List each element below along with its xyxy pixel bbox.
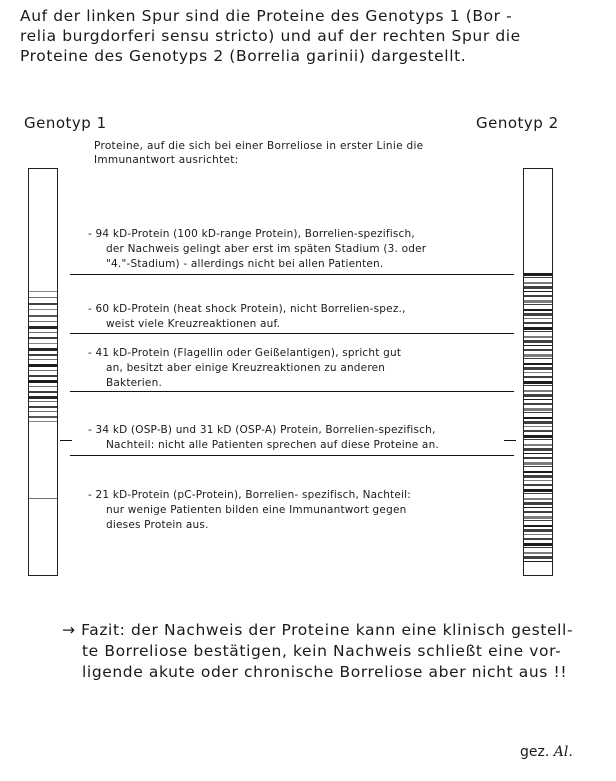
protein-41kd (88, 346, 401, 391)
gel-band (524, 327, 552, 330)
gel-band (524, 336, 552, 338)
gel-band (524, 394, 552, 397)
lane-label-genotype-1: Genotyp 1 (24, 114, 107, 132)
gel-band (29, 343, 57, 344)
protein-34kd-31kd (88, 423, 439, 453)
protein-line: nur wenige Patienten bilden eine Immunantwort gegen (106, 504, 407, 516)
gel-band (29, 391, 57, 393)
gel-band (29, 297, 57, 298)
gel-band (524, 403, 552, 405)
gel-band (524, 489, 552, 492)
gel-band (524, 471, 552, 473)
gel-band (524, 484, 552, 486)
gel-band (524, 381, 552, 384)
intro-paragraph (20, 6, 600, 66)
gel-band (29, 332, 57, 333)
gel-band (29, 401, 57, 402)
gel-band (29, 364, 57, 367)
gel-lane-genotype-1 (28, 168, 58, 576)
conclusion (62, 620, 573, 683)
gel-band (29, 411, 57, 412)
gel-band (524, 507, 552, 508)
protein-line: weist viele Kreuzreaktionen auf. (106, 318, 281, 330)
gel-band (524, 412, 552, 413)
signature-initials: Al. (553, 744, 573, 760)
gel-band (524, 390, 552, 392)
gel-band (524, 430, 552, 432)
protein-94kd (88, 227, 426, 272)
protein-line: an, besitzt aber einige Kreuzreaktionen zu anderen (106, 362, 386, 374)
lead-line: Immunantwort ausrichtet: (94, 154, 239, 166)
intro-line: Auf der linken Spur sind die Proteine des Genotyps 1 (Bor - (20, 7, 513, 25)
protein-line: - 34 kD (OSP-B) und 31 kD (OSP-A) Protein, Borrelien-spezifisch, (88, 424, 436, 436)
gel-band (524, 318, 552, 319)
gel-band (524, 466, 552, 467)
gel-band (524, 286, 552, 289)
gel-band (29, 309, 57, 310)
gel-band (524, 277, 552, 278)
gel-band (524, 309, 552, 311)
gel-band (524, 300, 552, 303)
gel-band (524, 435, 552, 438)
gel-band (29, 498, 57, 499)
gel-band (29, 326, 57, 329)
separator-line (70, 274, 514, 275)
lead-text (94, 139, 423, 167)
protein-line: - 94 kD-Protein (100 kD-range Protein), Borrelien-spezifisch, (88, 228, 415, 240)
gel-band (524, 493, 552, 494)
gel-band (524, 372, 552, 373)
gel-band (524, 426, 552, 427)
intro-line: relia burgdorferi sensu stricto) und auf der rechten Spur die (20, 27, 521, 45)
gel-band (524, 525, 552, 527)
gel-band (29, 291, 57, 292)
gel-band (524, 520, 552, 521)
gel-band (29, 348, 57, 351)
signature-label: gez. (520, 744, 550, 760)
marker-tick (60, 440, 72, 441)
gel-band (524, 475, 552, 478)
gel-band (524, 538, 552, 540)
gel-band (524, 417, 552, 419)
marker-tick (504, 440, 516, 441)
conclusion-line: ligende akute oder chronische Borreliose aber nicht aus !! (82, 663, 568, 681)
gel-band (524, 561, 552, 562)
gel-band (524, 421, 552, 424)
gel-band (29, 375, 57, 377)
gel-band (29, 359, 57, 360)
gel-band (29, 337, 57, 339)
gel-band (29, 396, 57, 399)
gel-band (524, 439, 552, 440)
protein-line: "4."-Stadium) - allerdings nicht bei allen Patienten. (106, 258, 384, 270)
gel-band (29, 386, 57, 387)
gel-band (524, 457, 552, 459)
gel-band (524, 552, 552, 554)
intro-line: Proteine des Genotyps 2 (Borrelia garinii) dargestellt. (20, 47, 467, 65)
separator-line (70, 391, 514, 392)
protein-line: - 21 kD-Protein (pC-Protein), Borrelien- spezifisch, Nachteil: (88, 489, 412, 501)
gel-band (524, 448, 552, 451)
gel-band (524, 556, 552, 559)
gel-band (524, 399, 552, 400)
gel-band (524, 358, 552, 359)
gel-band (29, 321, 57, 322)
gel-band (524, 295, 552, 297)
gel-band (524, 444, 552, 446)
gel-band (524, 529, 552, 532)
protein-21kd (88, 488, 411, 533)
gel-band (524, 331, 552, 332)
gel-band (524, 543, 552, 546)
separator-line (70, 333, 514, 334)
protein-line: der Nachweis gelingt aber erst im späten Stadium (3. oder (106, 243, 427, 255)
gel-band (524, 480, 552, 481)
protein-line: - 41 kD-Protein (Flagellin oder Geißelantigen), spricht gut (88, 347, 402, 359)
gel-band (29, 315, 57, 317)
protein-line: Nachteil: nicht alle Patienten sprechen auf diese Proteine an. (106, 439, 439, 451)
protein-line: dieses Protein aus. (106, 519, 209, 531)
gel-band (524, 304, 552, 305)
gel-lane-genotype-2 (523, 168, 553, 576)
separator-line (70, 455, 514, 456)
gel-band (524, 345, 552, 346)
gel-band (29, 303, 57, 305)
gel-band (29, 421, 57, 422)
signature (520, 744, 573, 760)
gel-band (524, 534, 552, 535)
gel-band (524, 349, 552, 351)
gel-band (29, 354, 57, 356)
gel-band (524, 502, 552, 505)
gel-band (524, 313, 552, 316)
gel-band (29, 406, 57, 408)
gel-band (524, 516, 552, 519)
conclusion-line: Fazit: der Nachweis der Proteine kann eine klinisch gestell- (81, 621, 574, 639)
gel-band (524, 363, 552, 365)
gel-band (524, 367, 552, 370)
gel-band (524, 291, 552, 292)
protein-60kd (88, 302, 406, 332)
gel-band (524, 282, 552, 284)
gel-band (29, 370, 57, 371)
gel-band (524, 322, 552, 324)
gel-band (524, 340, 552, 343)
gel-band (524, 511, 552, 513)
conclusion-line: te Borreliose bestätigen, kein Nachweis schließt eine vor- (82, 642, 562, 660)
gel-band (29, 416, 57, 418)
protein-line: - 60 kD-Protein (heat shock Protein), nicht Borrelien-spez., (88, 303, 406, 315)
lead-line: Proteine, auf die sich bei einer Borreliose in erster Linie die (94, 140, 424, 152)
arrow-right-icon: → (62, 621, 76, 639)
gel-band (524, 408, 552, 411)
gel-band (29, 380, 57, 383)
gel-band (524, 385, 552, 386)
gel-band (524, 354, 552, 357)
gel-band (524, 498, 552, 500)
gel-band (524, 462, 552, 465)
gel-band (524, 453, 552, 454)
protein-line: Bakterien. (106, 377, 162, 389)
gel-band (524, 376, 552, 378)
lane-label-genotype-2: Genotyp 2 (476, 114, 559, 132)
gel-band (524, 273, 552, 276)
gel-band (524, 547, 552, 548)
